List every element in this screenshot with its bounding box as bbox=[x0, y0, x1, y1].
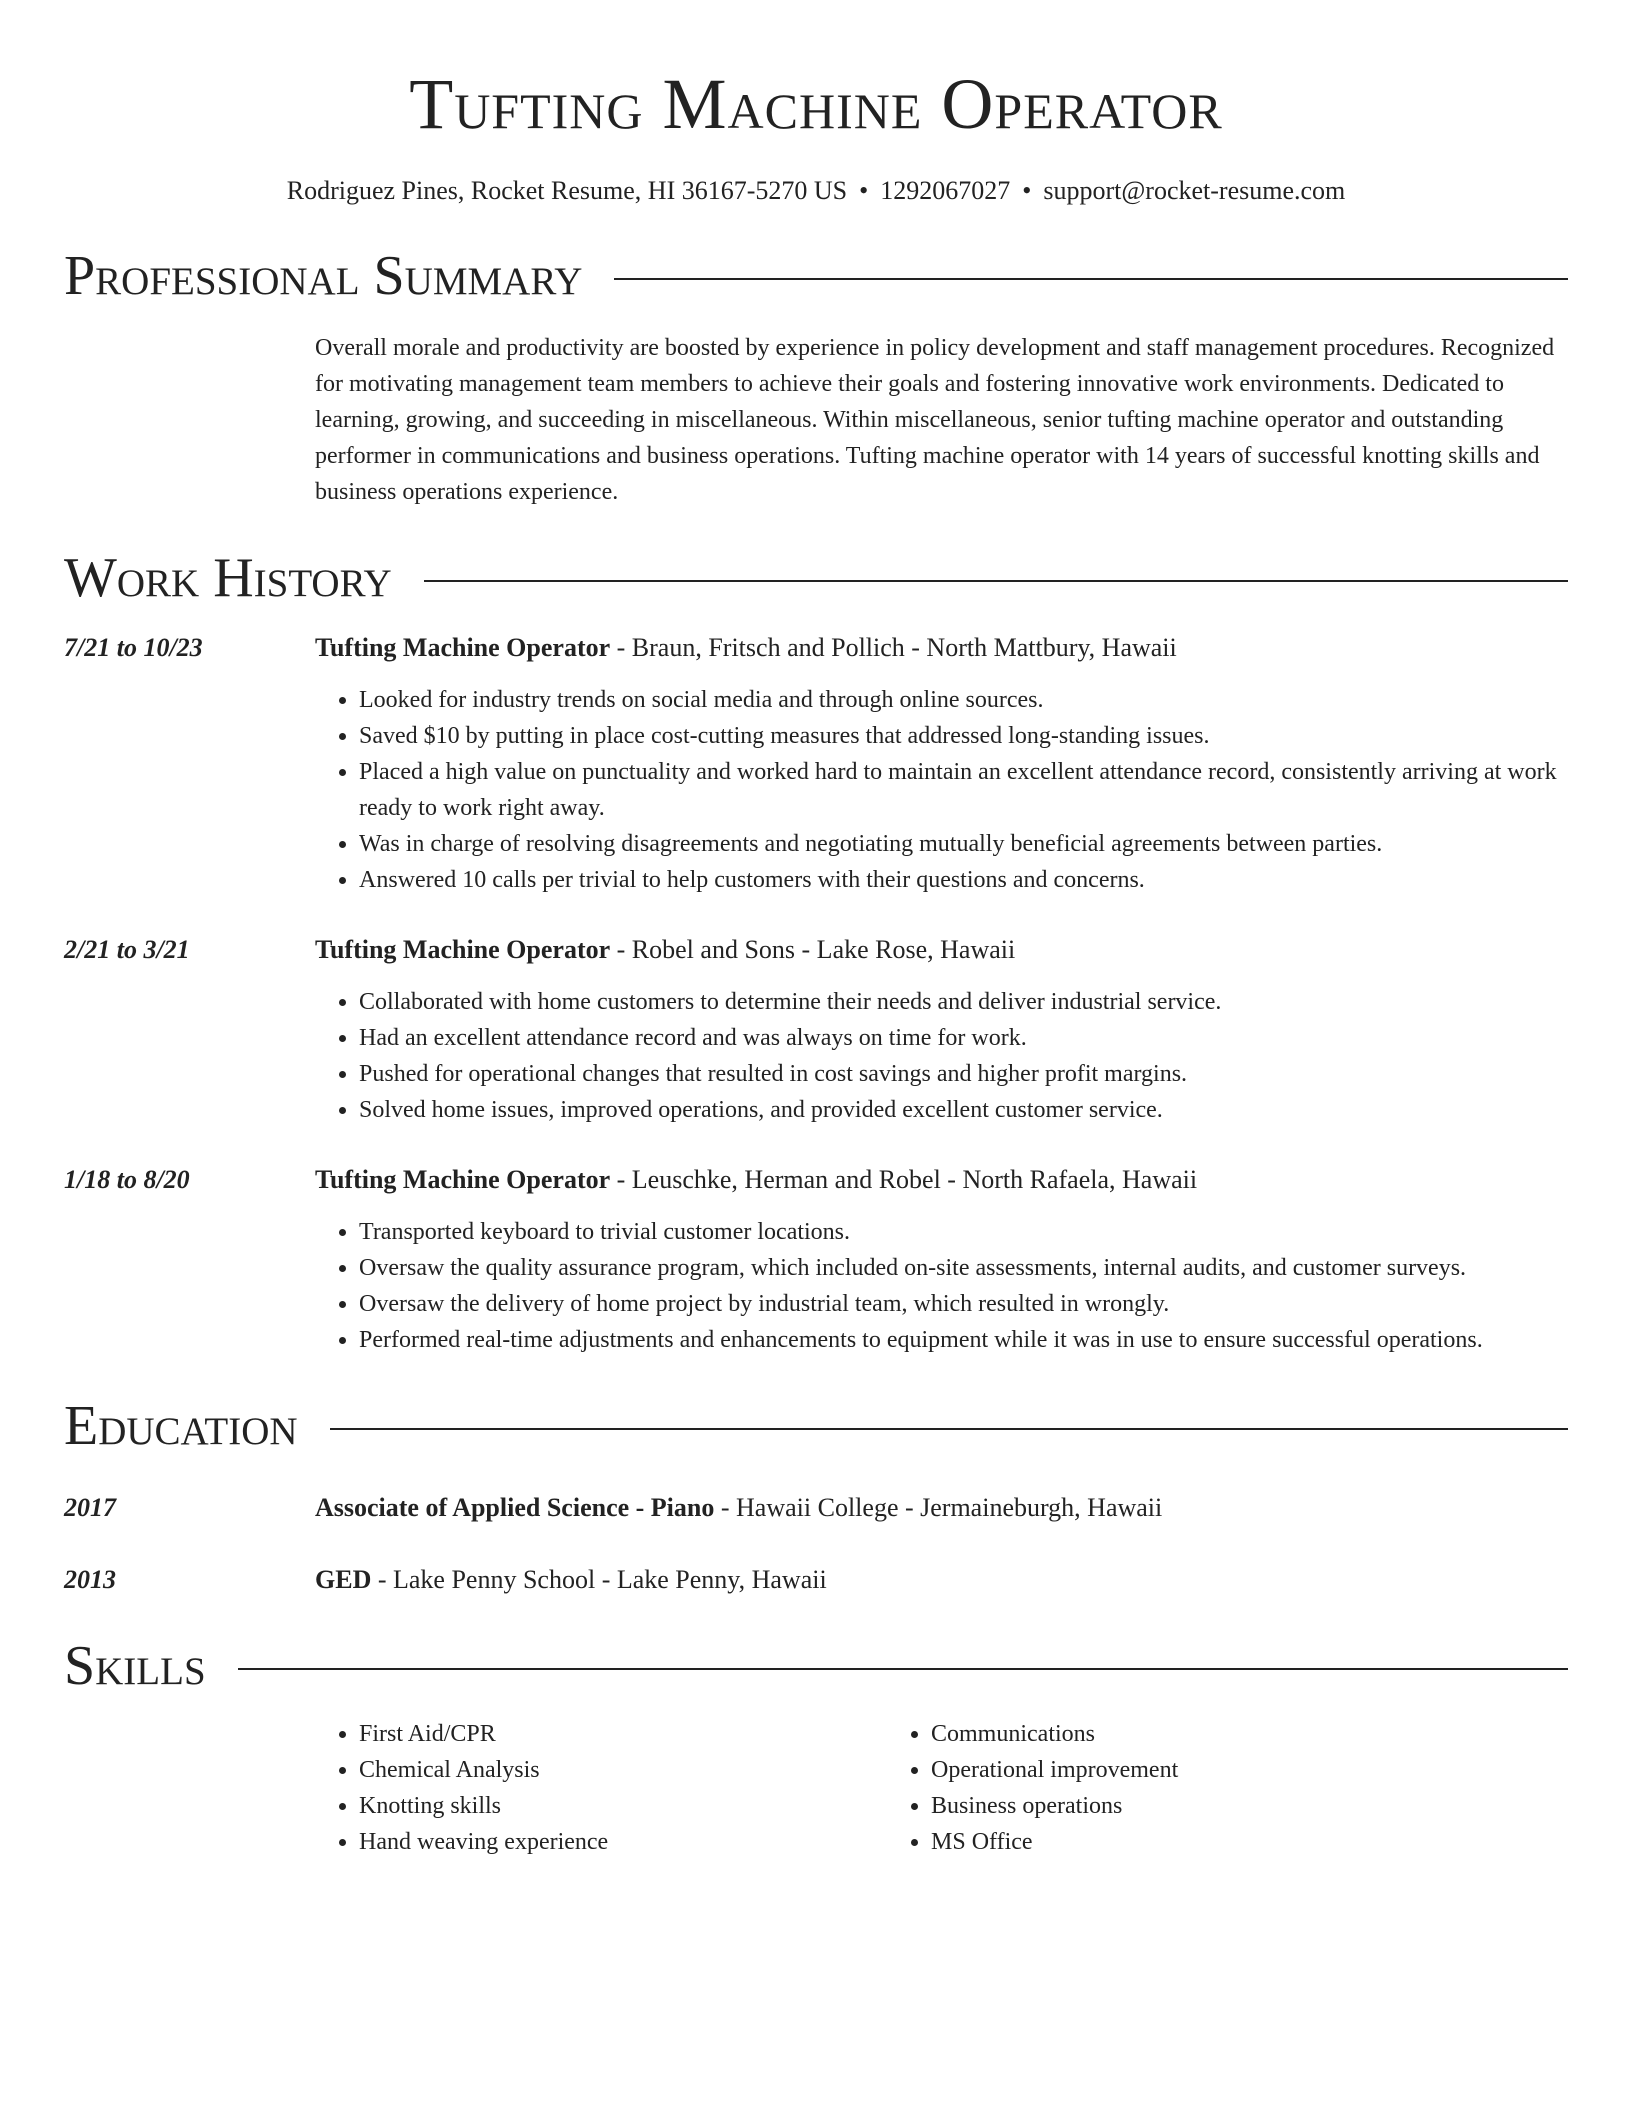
education-title-line bbox=[315, 1562, 1568, 1598]
work-entry-body bbox=[315, 1162, 1568, 1358]
work-entry bbox=[64, 1162, 1568, 1358]
skill-item: • Communications bbox=[931, 1716, 1459, 1752]
education-year: 2017 bbox=[64, 1493, 116, 1522]
section-heading-education: Education bbox=[64, 1395, 298, 1457]
job-bullets bbox=[315, 984, 1568, 1128]
job-bullet: • Answered 10 calls per trivial to help customers with their questions and concerns. bbox=[359, 862, 1568, 898]
contact-separator: • bbox=[859, 176, 869, 205]
education-details: - Hawaii College - Jermaineburgh, Hawaii bbox=[714, 1493, 1163, 1522]
skill-item: • Business operations bbox=[931, 1788, 1459, 1824]
job-bullet: • Oversaw the quality assurance program, which included on-site assessments, internal audits, and customer surveys. bbox=[359, 1250, 1568, 1286]
resume-name: Tufting Machine Operator bbox=[409, 64, 1223, 144]
education-entry-body bbox=[315, 1562, 1568, 1598]
job-bullet: • Transported keyboard to trivial customer locations. bbox=[359, 1214, 1568, 1250]
education-year: 2013 bbox=[64, 1565, 116, 1594]
work-title-line bbox=[315, 932, 1568, 968]
work-dates: 2/21 to 3/21 bbox=[64, 935, 190, 964]
section-heading-work: Work History bbox=[64, 547, 392, 609]
skill-item: • Hand weaving experience bbox=[359, 1824, 887, 1860]
job-details: - Robel and Sons - Lake Rose, Hawaii bbox=[610, 935, 1016, 964]
job-details: - Leuschke, Herman and Robel - North Rafaela, Hawaii bbox=[610, 1165, 1198, 1194]
work-entry bbox=[64, 630, 1568, 898]
skills-column-right bbox=[887, 1716, 1459, 1860]
job-bullet: • Was in charge of resolving disagreements and negotiating mutually beneficial agreements between parties. bbox=[359, 826, 1568, 862]
job-title: Tufting Machine Operator bbox=[315, 1165, 611, 1194]
work-entry-body bbox=[315, 932, 1568, 1128]
skills-section-header bbox=[64, 1632, 1568, 1700]
work-entry bbox=[64, 932, 1568, 1128]
summary-section-header bbox=[64, 242, 1568, 310]
job-bullet: • Solved home issues, improved operations, and provided excellent customer service. bbox=[359, 1092, 1568, 1128]
contact-line bbox=[64, 174, 1568, 208]
summary-text: Overall morale and productivity are boosted by experience in policy development and staff management procedures. Recognized for motivating management team members to achieve their goals and fostering innovative work environments. Dedicated to learning, growing, and succeeding in miscellaneous. Within miscellaneous, senior tufting machine operator and outstanding performer in communications and business operations. Tufting machine operator with 14 years of successful knotting skills and business operations experience. bbox=[315, 335, 1555, 505]
contact-email: support@rocket-resume.com bbox=[1043, 176, 1346, 205]
skills-list bbox=[315, 1716, 1568, 1860]
contact-address: Rodriguez Pines, Rocket Resume, HI 36167-5270 US bbox=[286, 176, 848, 205]
job-bullet: • Saved $10 by putting in place cost-cutting measures that addressed long-standing issues. bbox=[359, 718, 1568, 754]
education-entry-body bbox=[315, 1490, 1568, 1526]
education-degree: Associate of Applied Science - Piano bbox=[315, 1493, 715, 1522]
section-heading-skills: Skills bbox=[64, 1635, 206, 1697]
job-bullet: • Performed real-time adjustments and enhancements to equipment while it was in use to ensure successful operations. bbox=[359, 1322, 1568, 1358]
job-details: - Braun, Fritsch and Pollich - North Mattbury, Hawaii bbox=[610, 633, 1177, 662]
job-bullets bbox=[315, 682, 1568, 898]
contact-phone: 1292067027 bbox=[880, 176, 1011, 205]
job-bullet: • Collaborated with home customers to determine their needs and deliver industrial service. bbox=[359, 984, 1568, 1020]
work-dates: 7/21 to 10/23 bbox=[64, 633, 203, 662]
job-bullet: • Looked for industry trends on social media and through online sources. bbox=[359, 682, 1568, 718]
education-entry bbox=[64, 1562, 1568, 1598]
job-bullet: • Had an excellent attendance record and was always on time for work. bbox=[359, 1020, 1568, 1056]
section-divider bbox=[330, 1428, 1568, 1430]
education-section-header bbox=[64, 1392, 1568, 1460]
job-bullet: • Placed a high value on punctuality and worked hard to maintain an excellent attendance record, consistently arriving at work ready to work right away. bbox=[359, 754, 1568, 826]
skill-item: • MS Office bbox=[931, 1824, 1459, 1860]
work-entry-body bbox=[315, 630, 1568, 898]
work-section-header bbox=[64, 544, 1568, 612]
section-divider bbox=[424, 580, 1568, 582]
skills-column-left bbox=[315, 1716, 887, 1860]
job-title: Tufting Machine Operator bbox=[315, 633, 611, 662]
education-title-line bbox=[315, 1490, 1568, 1526]
education-entry bbox=[64, 1490, 1568, 1526]
skill-item: • Operational improvement bbox=[931, 1752, 1459, 1788]
education-degree: GED bbox=[315, 1565, 372, 1594]
education-details: - Lake Penny School - Lake Penny, Hawaii bbox=[371, 1565, 827, 1594]
work-dates: 1/18 to 8/20 bbox=[64, 1165, 190, 1194]
skill-item: • Knotting skills bbox=[359, 1788, 887, 1824]
job-title: Tufting Machine Operator bbox=[315, 935, 611, 964]
skill-item: • Chemical Analysis bbox=[359, 1752, 887, 1788]
section-divider bbox=[238, 1668, 1568, 1670]
section-heading-summary: Professional Summary bbox=[64, 245, 583, 307]
work-title-line bbox=[315, 630, 1568, 666]
section-divider bbox=[614, 278, 1568, 280]
contact-separator: • bbox=[1022, 176, 1032, 205]
job-bullet: • Pushed for operational changes that resulted in cost savings and higher profit margins. bbox=[359, 1056, 1568, 1092]
job-bullet: • Oversaw the delivery of home project by industrial team, which resulted in wrongly. bbox=[359, 1286, 1568, 1322]
skill-item: • First Aid/CPR bbox=[359, 1716, 887, 1752]
work-title-line bbox=[315, 1162, 1568, 1198]
job-bullets bbox=[315, 1214, 1568, 1358]
